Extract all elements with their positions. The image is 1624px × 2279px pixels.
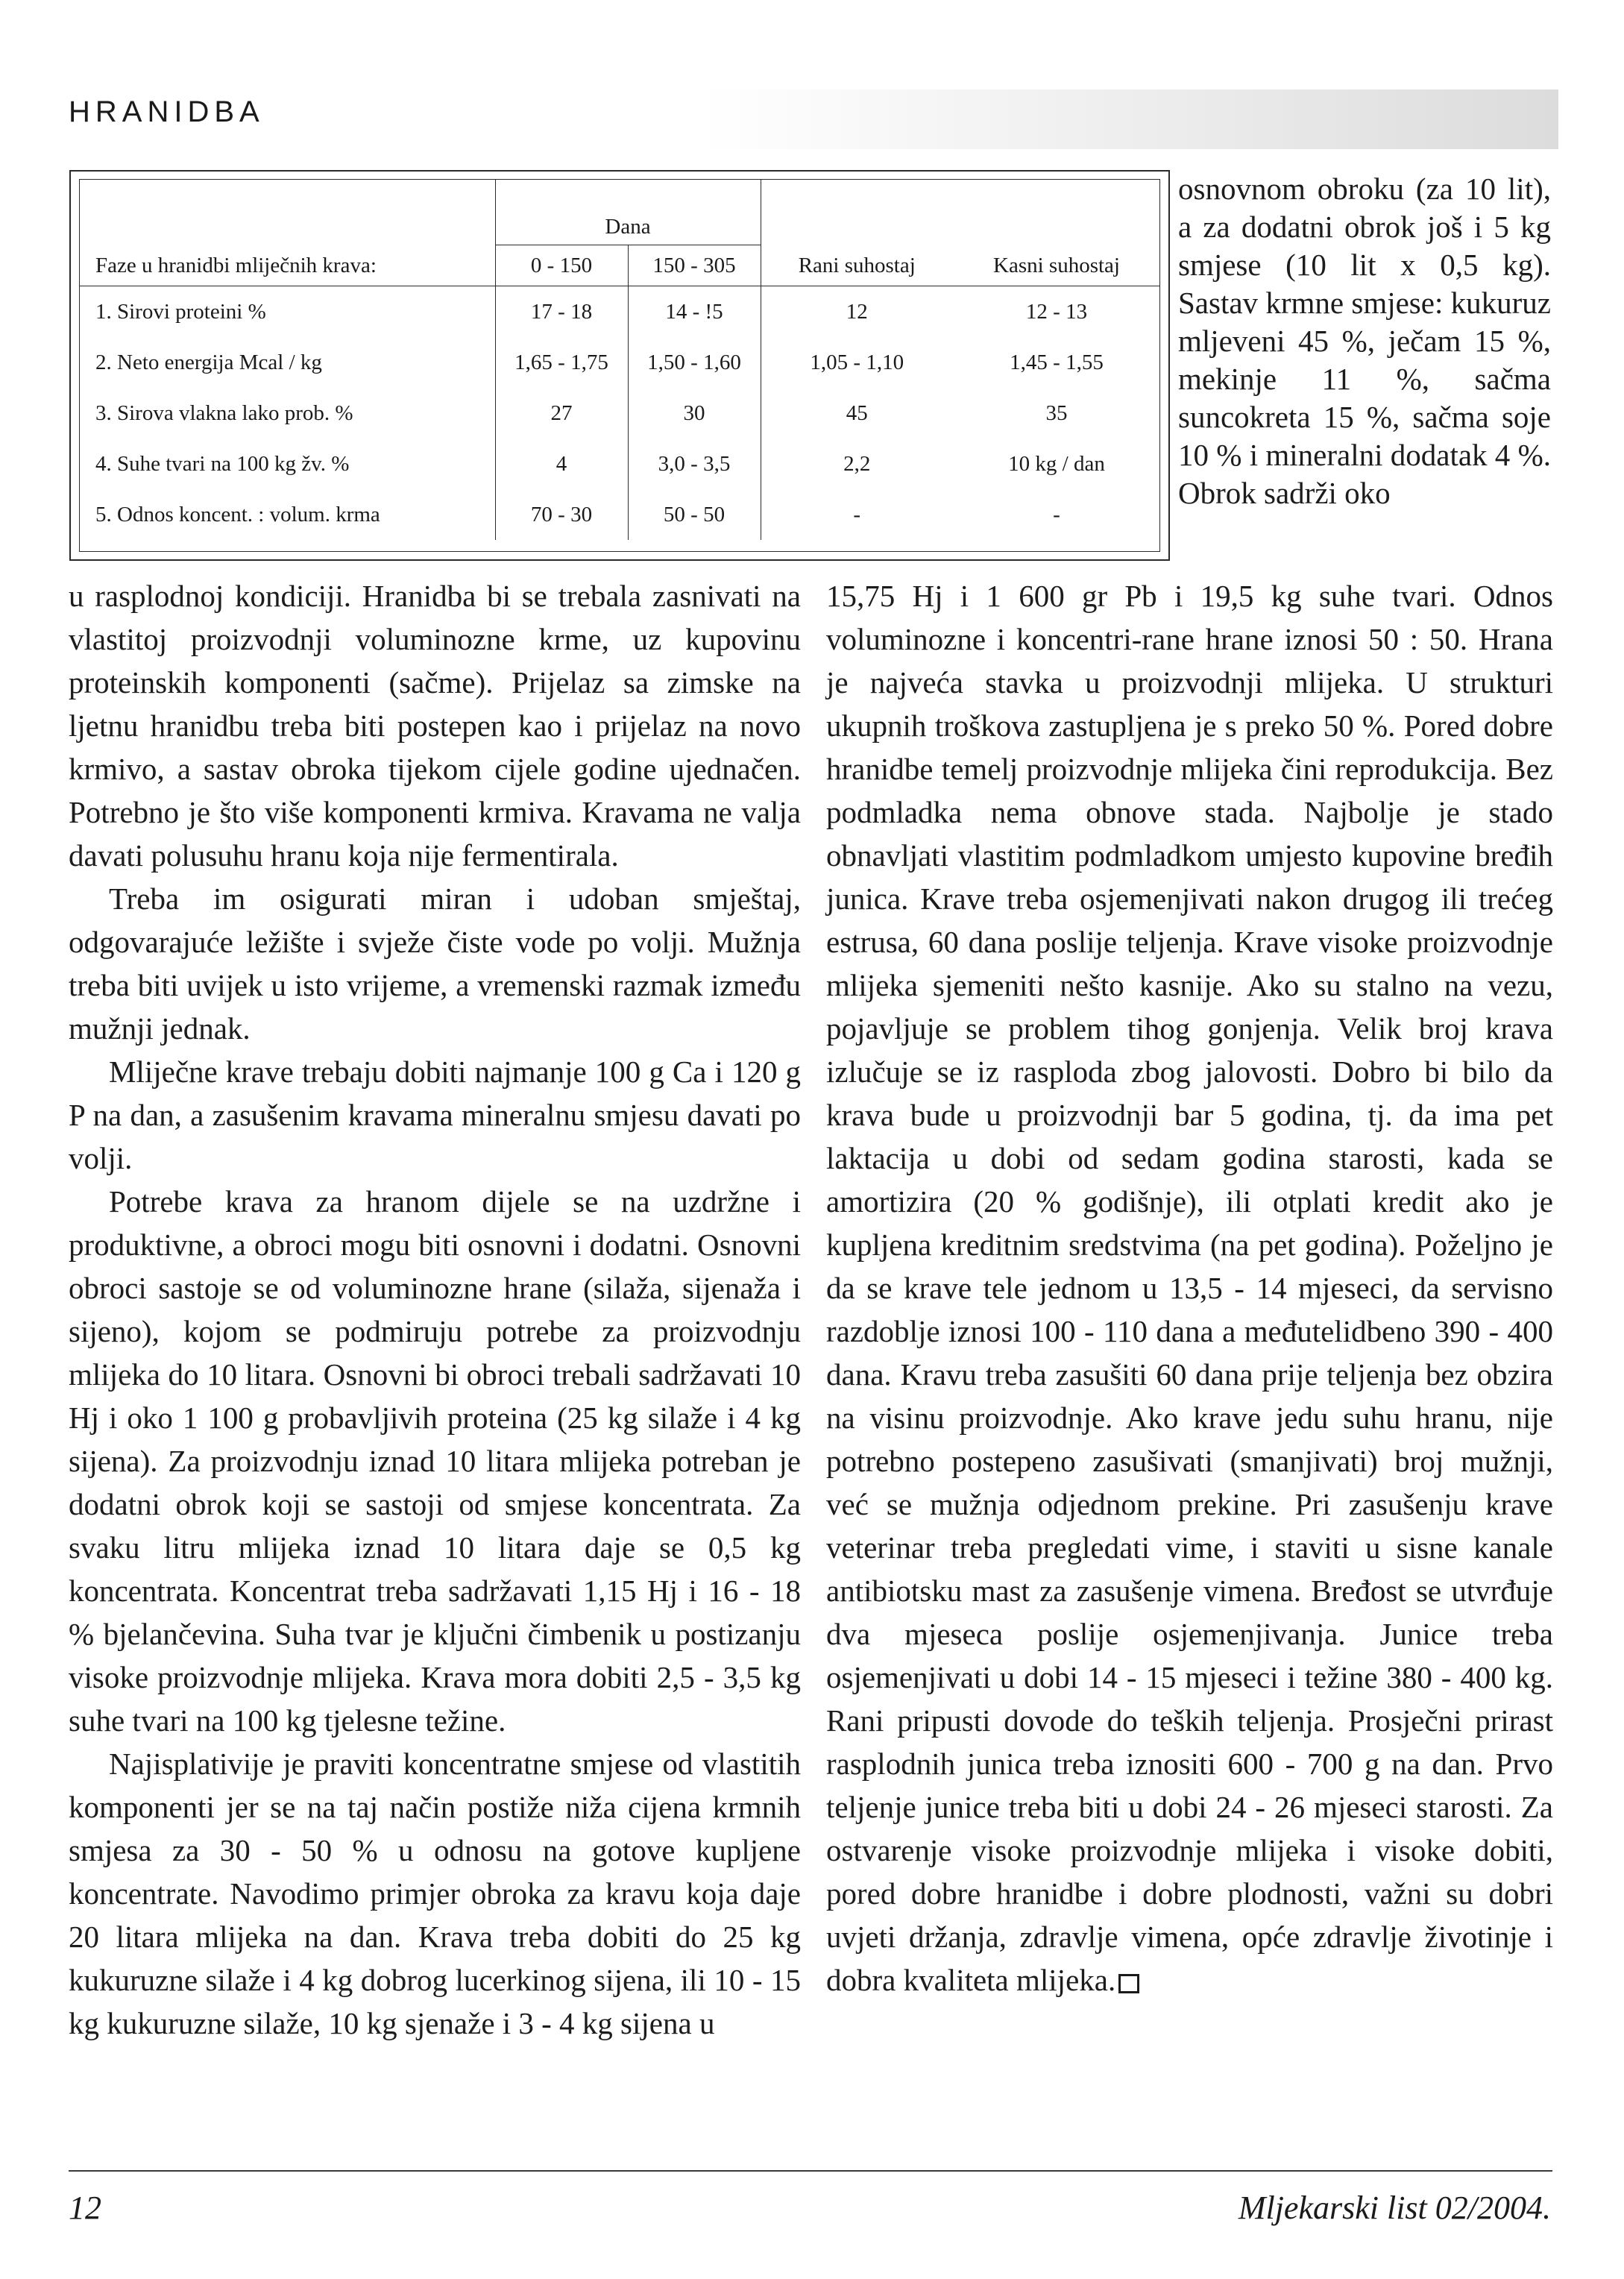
side-paragraph: osnovnom obroku (za 10 lit), a za dodatni obrok još i 5 kg smjese (10 lit x 0,5 kg). Sastav krmne smjese: kukuruz mljeveni 45 %, ječam 15 %, mekinje 11 %, sačma suncokreta 15 %, sačma soje 10 % i mineralni dodatak 4 %. Obrok sadrži oko [1178, 172, 1551, 510]
table-row-label: 2. Neto energija Mcal / kg [95, 351, 322, 374]
page-number: 12 [69, 2190, 101, 2226]
table-cell: 2,2 [761, 438, 953, 489]
table-cell: - [761, 489, 953, 540]
table-column-header: Rani suhostaj [761, 245, 953, 286]
table-cell: - [1053, 503, 1060, 526]
table-cell: 1,50 - 1,60 [628, 337, 761, 388]
table-side-column [1178, 170, 1551, 512]
end-of-article-icon [1118, 1974, 1139, 1993]
table-row-label: 5. Odnos koncent. : volum. krma [95, 503, 380, 526]
table-row-label: 3. Sirova vlakna lako prob. % [95, 401, 353, 425]
left-column [69, 574, 801, 2045]
table-cell: 4 [495, 438, 628, 489]
table-cell: 17 - 18 [495, 286, 628, 338]
table-row [79, 438, 1160, 489]
table-cell: 14 - !5 [628, 286, 761, 338]
table-row [79, 489, 1160, 540]
body-paragraph: u rasplodnoj kondiciji. Hranidba bi se trebala zasnivati na vlastitoj proizvodnji voluminozne krme, uz kupovinu proteinskih komponenti (sačme). Prijelaz sa zimske na ljetnu hranidbu treba biti postepen kao i prijelaz na novo krmivo, a sastav obroka tijekom cijele godine ujednačen. Potrebno je što više komponenti krmiva. Kravama ne valja davati polusuhu hranu koja nije fermentirala. [69, 579, 801, 873]
feeding-phases-table [79, 179, 1160, 540]
table-row [79, 286, 1160, 338]
table-cell: 50 - 50 [628, 489, 761, 540]
table-row [79, 388, 1160, 438]
table-cell: 30 [628, 388, 761, 438]
section-title: HRANIDBA [69, 95, 265, 128]
table-cell: 70 - 30 [495, 489, 628, 540]
footer-rule [69, 2170, 1552, 2172]
table-column-header: 150 - 305 [628, 245, 761, 286]
body-paragraph: Najisplativije je praviti koncentratne smjese od vlastitih komponenti jer se na taj način postiže niža cijena krmnih smjesa za 30 - 50 % u odnosu na gotove kupljene koncentrate. Navodimo primjer obroka za kravu koja daje 20 litara mlijeka na dan. Krava treba dobiti do 25 kg kukuruzne silaže i 4 kg dobrog lucerkinog sijena, ili 10 - 15 kg kukuruzne silaže, 10 kg sjenaže i 3 - 4 kg sijena u [69, 1747, 801, 2040]
body-paragraph: Treba im osigurati miran i udoban smještaj, odgovarajuće ležište i svježe čiste vode po volji. Mužnja treba biti uvijek u isto vrijeme, a vremenski razmak između mužnji jednak. [69, 881, 801, 1046]
table-column-header: 0 - 150 [495, 245, 628, 286]
table-cell: 35 [1045, 401, 1068, 425]
table-cell: 12 [761, 286, 953, 338]
right-column [826, 574, 1553, 2002]
table-column-header: Kasni suhostaj [953, 245, 1160, 286]
table-cell: 1,05 - 1,10 [761, 337, 953, 388]
table-cell: 10 kg / dan [1008, 452, 1105, 476]
table-cell: 27 [495, 388, 628, 438]
table-cell: 1,45 - 1,55 [1010, 351, 1104, 374]
journal-title: Mljekarski list 02/2004. [1238, 2190, 1551, 2226]
table-row-label: 4. Suhe tvari na 100 kg žv. % [95, 452, 350, 476]
table-row-label: 1. Sirovi proteini % [95, 300, 266, 324]
table-row [79, 337, 1160, 388]
table-cell: 3,0 - 3,5 [628, 438, 761, 489]
body-paragraph: Potrebe krava za hranom dijele se na uzdržne i produktivne, a obroci mogu biti osnovni i dodatni. Osnovni obroci sastoje se od voluminozne hrane (silaža, sijenaža i sijeno), kojom se podmiruju potrebe za proizvodnju mlijeka do 10 litara. Osnovni bi obroci trebali sadržavati 10 Hj i oko 1 100 g probavljivih proteina (25 kg silaže i 4 kg sijena). Za proizvodnju iznad 10 litara mlijeka potreban je dodatni obrok koji se sastoji od smjese koncentrata. Za svaku litru mlijeka iznad 10 litara daje se 0,5 kg koncentrata. Koncentrat treba sadržavati 1,15 Hj i 16 - 18 % bjelančevina. Suha tvar je ključni čimbenik u postizanju visoke proizvodnje mlijeka. Krava mora dobiti 2,5 - 3,5 kg suhe tvari na 100 kg tjelesne težine. [69, 1184, 801, 1738]
body-paragraph [826, 574, 1553, 2002]
table-row-header: Faze u hranidbi mliječnih krava: [79, 245, 495, 286]
table-cell: 12 - 13 [1025, 300, 1088, 324]
table-cell: 45 [761, 388, 953, 438]
table-group-header: Dana [495, 179, 761, 245]
body-paragraph-text: 15,75 Hj i 1 600 gr Pb i 19,5 kg suhe tvari. Odnos voluminozne i koncentri-rane hrane iznosi 50 : 50. Hrana je najveća stavka u proizvodnji mlijeka. U strukturi ukupnih troškova zastupljena je s preko 50 %. Pored dobre hranidbe temelj proizvodnje mlijeka čini reprodukcija. Bez podmladka nema obnove stada. Najbolje je stado obnavljati vlastitim podmladkom umjesto kupovine bređih junica. Krave treba osjemenjivati nakon drugog ili trećeg estrusa, 60 dana poslije teljenja. Krave visoke proizvodnje mlijeka sjemeniti nešto kasnije. Ako su stalno na vezu, pojavljuje se problem tihog gonjenja. Velik broj krava izlučuje se iz rasploda zbog jalovosti. Dobro bi bilo da krava bude u proizvodnji bar 5 godina, tj. da ima pet laktacija u dobi od sedam godina starosti, kada se amortizira (20 % godišnje), ili otplati kredit ako je kupljena kreditnim sredstvima (na pet godina). Poželjno je da se krave tele jednom u 13,5 - 14 mjeseci, da servisno razdoblje iznosi 100 - 110 dana a međutelidbeno 390 - 400 dana. Kravu treba zasušiti 60 dana prije teljenja bez obzira na visinu proizvodnje. Ako krave jedu suhu hranu, nije potrebno postepeno zasušivati (smanjivati) broj mužnji, već se mužnja odjednom prekine. Pri zasušenju krave veterinar treba pregledati vime, i staviti u sisne kanale antibiotsku mast za zasušenje vimena. Bređost se utvrđuje dva mjeseca poslije osjemenjivanja. Junice treba osjemenjivati u dobi 14 - 15 mjeseci i težine 380 - 400 kg. Rani pripusti dovode do teških teljenja. Prosječni prirast rasplodnih junica treba iznositi 600 - 700 g na dan. Prvo teljenje junice treba biti u dobi 24 - 26 mjeseci starosti. Za ostvarenje visoke proizvodnje mlijeka i visoke dobiti, pored dobre hranidbe i dobre plodnosti, važni su dobri uvjeti držanja, zdravlje vimena, opće zdravlje životinje i dobra kvaliteta mlijeka. [826, 579, 1553, 1997]
body-paragraph: Mliječne krave trebaju dobiti najmanje 100 g Ca i 120 g P na dan, a zasušenim kravama mineralnu smjesu davati po volji. [69, 1054, 801, 1175]
table-cell: 1,65 - 1,75 [495, 337, 628, 388]
